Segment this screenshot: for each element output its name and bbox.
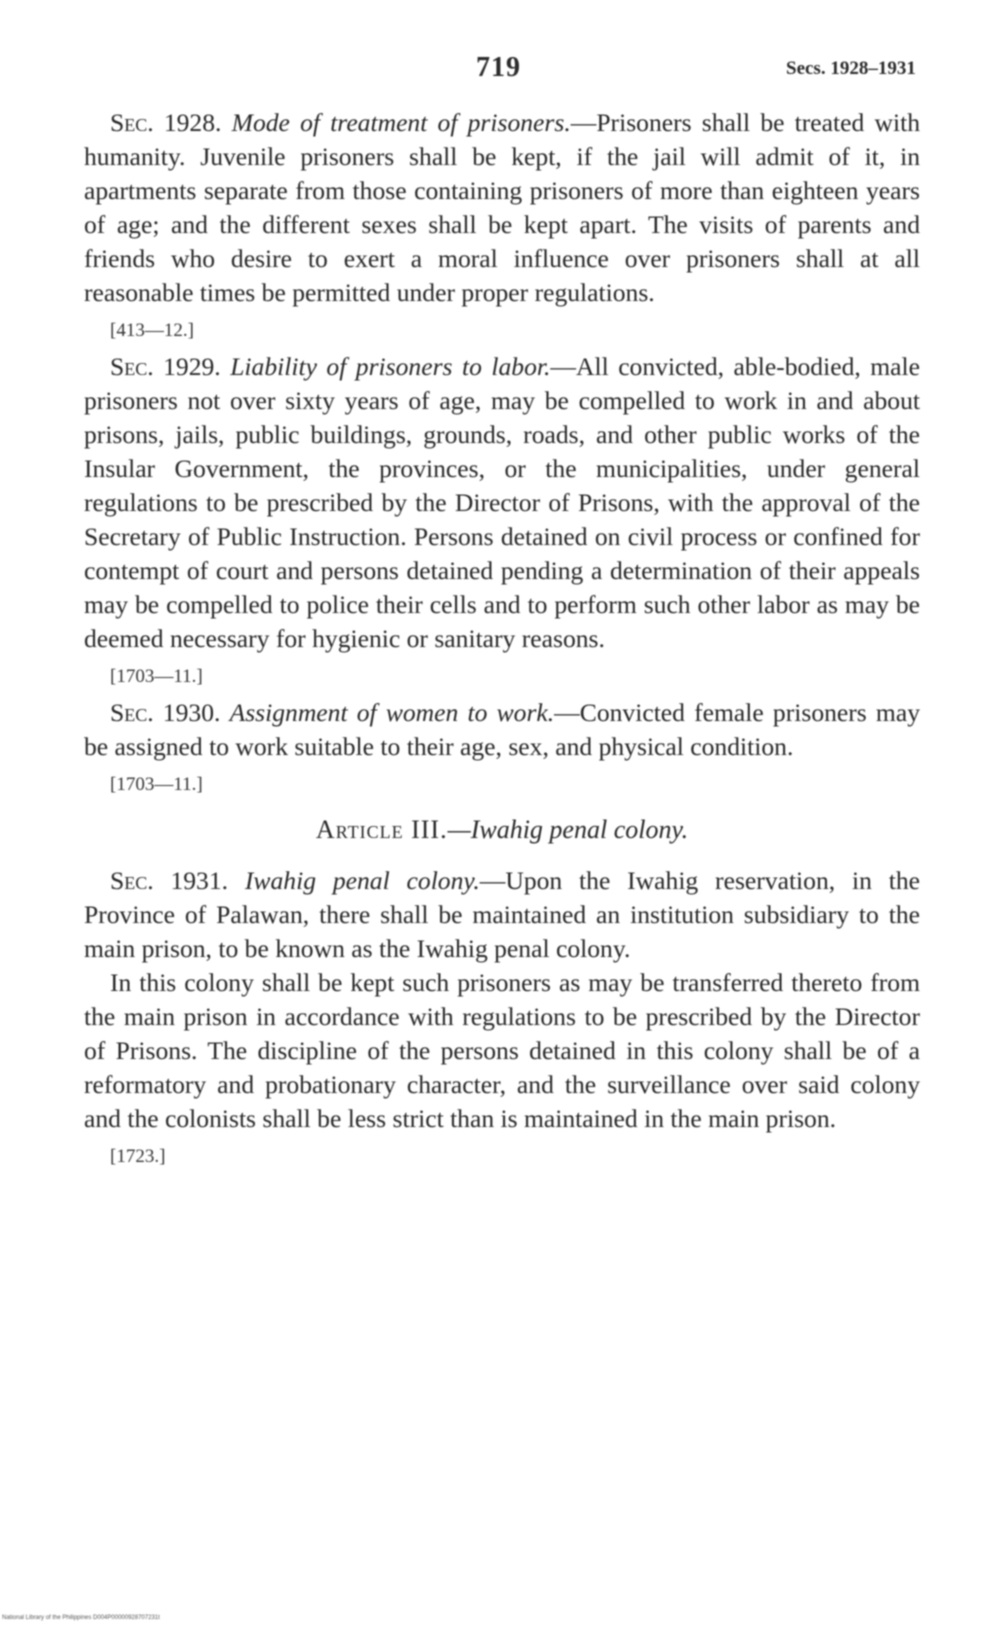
section-text: —Prisoners shall be treated with humanity. Juvenile prisoners shall be kept, if the jail will admit of it, in apartments separate from those containing prisoners of more than eighteen years of age; and the different sexes shall be kept apart. The visits of parents and friends who desire to exert a moral influence over prisoners shall at all reasonable times be permitted under proper regulations.	[84, 108, 920, 307]
section-1931-paragraph-2: In this colony shall be kept such prisoners as may be transferred thereto from the main prison in accordance with regulations to be prescribed by the Director of Prisons. The discipline of the persons detained in this colony shall be of a reformatory and probationary character, and the surveillance over said colony and the colonists shall be less strict than is maintained in the main prison.	[84, 968, 920, 1133]
section-citation: [413—12.]	[110, 320, 194, 341]
page-header	[0, 52, 986, 92]
section-citation: [1703—11.]	[110, 666, 203, 687]
section-1929	[84, 350, 920, 656]
section-label: Sec. 1928.	[110, 108, 222, 137]
section-title: Mode of treatment of prisoners.	[231, 108, 571, 137]
article-heading	[84, 812, 920, 848]
section-label: Sec. 1931.	[110, 866, 229, 895]
section-citation: [1723.]	[110, 1146, 166, 1167]
section-text: —Convicted female prisoners may be assigned to work suitable to their age, sex, and physical condition.	[84, 698, 920, 761]
page-number: 719	[476, 52, 521, 83]
section-label: Sec. 1930.	[110, 698, 221, 727]
section-title: Iwahig penal colony.	[244, 866, 480, 895]
scan-footer: National Library of the Philippines D004P00000928707231t	[2, 1615, 160, 1621]
article-title: —Iwahig penal colony.	[447, 815, 689, 844]
section-range: Secs. 1928–1931	[786, 58, 916, 79]
section-citation: [1703—11.]	[110, 774, 203, 795]
section-title: Liability of prisoners to labor.	[230, 352, 551, 381]
section-title: Assignment of women to work.	[229, 698, 555, 727]
section-label: Sec. 1929.	[110, 352, 221, 381]
section-text: —Upon the Iwahig reservation, in the Province of Palawan, there shall be maintained an institution subsidiary to the main prison, to be known as the Iwahig penal colony.	[84, 866, 920, 963]
body-text	[84, 106, 920, 1176]
article-label: Article III.	[315, 815, 448, 844]
section-1930	[84, 696, 920, 764]
section-1928	[84, 106, 920, 310]
section-text: —All convicted, able-bodied, male prisoners not over sixty years of age, may be compelled to work in and about prisons, jails, public buildings, grounds, roads, and other public works of the Insular Government, the provinces, or the municipalities, under general regulations to be prescribed by the Director of Prisons, with the approval of the Secretary of Public Instruction. Persons detained on civil process or confined for contempt of court and persons detained pending a determination of their appeals may be compelled to police their cells and to perform such other labor as may be deemed necessary for hygienic or sanitary reasons.	[84, 352, 920, 653]
section-1931	[84, 864, 920, 966]
